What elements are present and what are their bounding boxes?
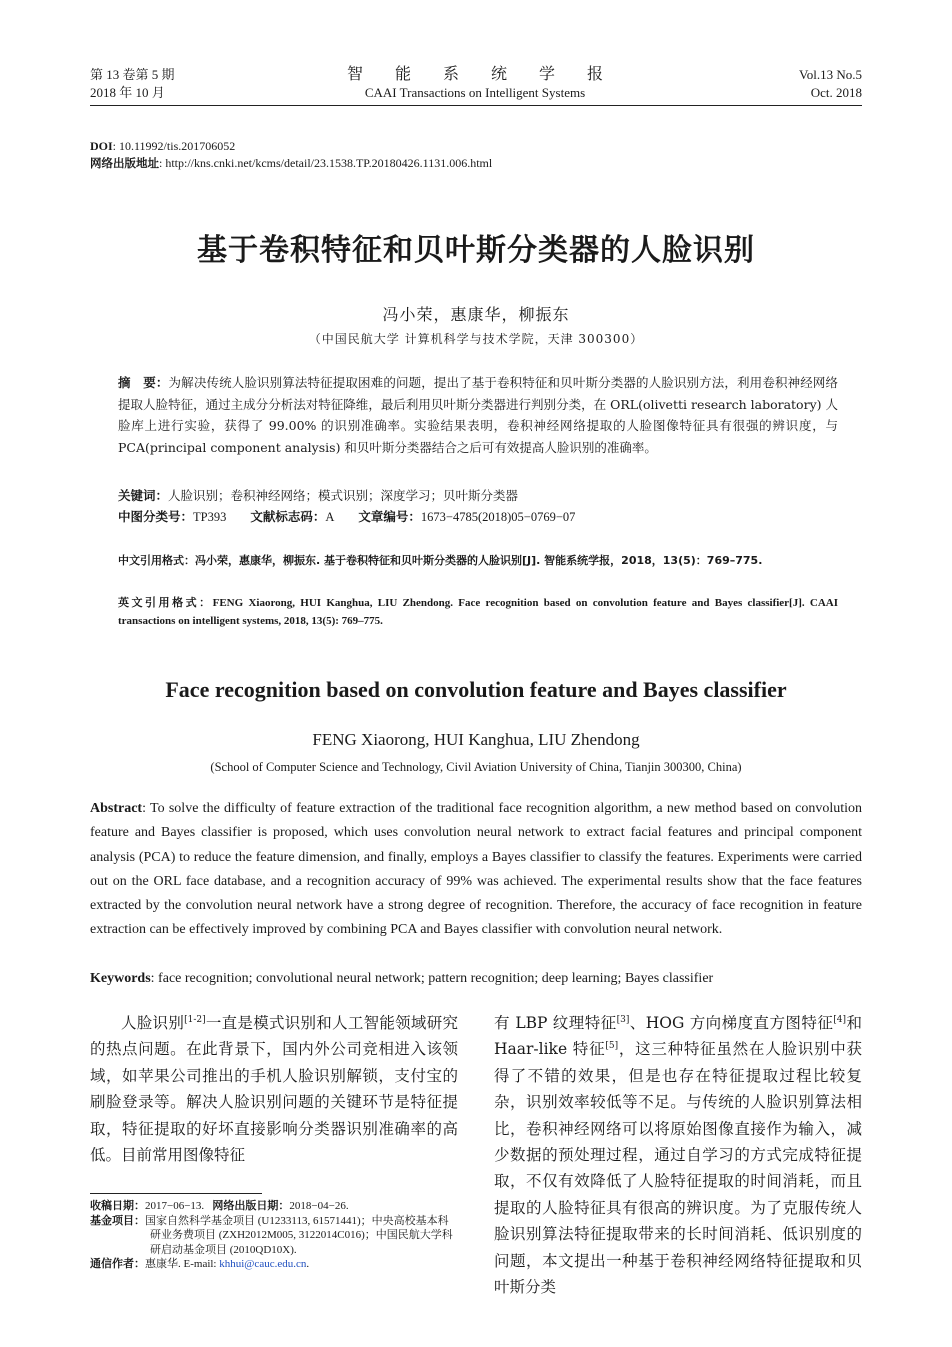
journal-name bbox=[300, 66, 650, 102]
received-label: 收稿日期： bbox=[90, 1199, 145, 1212]
body-text: ，这三种特征虽然在人脸识别中获得了不错的效果，但是也存在特征提取过程比较复杂，识别效率较低等不足。与传统的人脸识别算法相比，卷积神经网络可以将原始图像直接作为输入，减少数据的预处理过程，通过自学习的方式完成特征提取，不仅有效降低了人脸特征提取的时间消耗，而且提取的人脸特征具有很高的辨识度。为了克服传统人脸识别算法特征提取带来的长时间消耗、低识别度的问题，本文提出一种基于卷积神经网络特征提取和贝叶斯分类 bbox=[494, 1040, 862, 1297]
abstract-en-text: : To solve the difficulty of feature extraction of the traditional face recognition algorithm, a new method based on convolution feature and Bayes classifier is proposed, which uses convolution neural network to extract facial features and principal component analysis (PCA) to reduce the feature dimension, and finally, employs a Bayes classifier to classify the features. Experiments were carried out on the ORL face database, and a recognition accuracy of 99% was achieved. The experimental results show that the face features extracted by the convolution neural network have a strong degree of recognition. Therefore, the accuracy of face recognition in feature extraction can be effectively improved by combining PCA and Bayes classifier with convolution neural network. bbox=[90, 801, 862, 938]
clc-value: TP393 bbox=[193, 510, 227, 524]
abstract-cn-label: 摘 要： bbox=[118, 375, 169, 390]
doc-code-value: A bbox=[325, 510, 335, 524]
keywords-en-label: Keywords bbox=[90, 971, 151, 986]
header-rule bbox=[90, 105, 862, 106]
classification-row bbox=[118, 506, 838, 528]
keywords-en-text: : face recognition; convolutional neural network; pattern recognition; deep learning; Bayes classifier bbox=[150, 971, 714, 986]
body-column-right bbox=[494, 1010, 862, 1300]
body-text: 人脸识别 bbox=[121, 1014, 185, 1032]
keywords-en bbox=[90, 968, 862, 990]
citation-en-label: 英文引用格式： bbox=[118, 596, 213, 609]
footnote-rule bbox=[90, 1193, 262, 1194]
volume-number: Vol.13 No.5 bbox=[799, 67, 862, 82]
body-text: 、HOG 方向梯度直方图特征 bbox=[629, 1014, 834, 1032]
doi-block bbox=[90, 138, 492, 172]
keywords-cn-text: 人脸识别；卷积神经网络；模式识别；深度学习；贝叶斯分类器 bbox=[168, 488, 519, 503]
author-email-link[interactable]: khhui@cauc.edu.cn bbox=[219, 1258, 307, 1270]
citation-cn bbox=[118, 552, 838, 570]
affiliation-cn: （中国民航大学 计算机科学与技术学院，天津 300300） bbox=[308, 332, 644, 346]
reference-marker[interactable]: [5] bbox=[605, 1041, 619, 1052]
journal-volume-info bbox=[799, 66, 862, 102]
footnote-author bbox=[90, 1257, 458, 1272]
paper-title-en: Face recognition based on convolution feature and Bayes classifier bbox=[165, 677, 787, 702]
reference-marker[interactable]: [4] bbox=[833, 1014, 847, 1025]
keywords-cn-label: 关键词： bbox=[118, 488, 169, 503]
body-text: 有 LBP 纹理特征 bbox=[494, 1014, 617, 1032]
affiliation-en: (School of Computer Science and Technology, Civil Aviation University of China, Tianjin 300300, China) bbox=[210, 760, 742, 774]
fund-label: 基金项目： bbox=[90, 1213, 145, 1227]
volume-date: Oct. 2018 bbox=[810, 85, 862, 100]
journal-name-cn: 智 能 系 统 学 报 bbox=[346, 66, 617, 83]
footnote bbox=[90, 1199, 458, 1272]
corresponding-author-value: 惠康华. E-mail: bbox=[145, 1258, 220, 1270]
email-tail: . bbox=[306, 1258, 310, 1270]
fund-value: 国家自然科学基金项目 (U1233113, 61571441)；中央高校基本科研业务费项目 (ZXH2012M005, 3122014C016)；中国民航大学科研启动基金项目 (2010QD10X). bbox=[145, 1214, 453, 1256]
keywords-cn bbox=[118, 485, 838, 506]
citation-cn-label: 中文引用格式： bbox=[118, 554, 195, 567]
body-paragraph bbox=[494, 1010, 862, 1300]
corresponding-author-label: 通信作者： bbox=[90, 1257, 145, 1270]
abstract-cn-text: 为解决传统人脸识别算法特征提取困难的问题，提出了基于卷积特征和贝叶斯分类器的人脸识别方法，利用卷积神经网络提取人脸特征，通过主成分分析法对特征降维，最后利用贝叶斯分类器进行判别分类，在 ORL(olivetti research laboratory) 人脸库上进行实验，获得了 99.00% 的识别准确率。实验结果表明，卷积神经网络提取的人脸图像特征具有很强的辨识度，与 PCA(principal component analysis) 和贝叶斯分类器结合之后可有效提高人脸识别的准确率。 bbox=[118, 375, 838, 455]
journal-name-en: CAAI Transactions on Intelligent Systems bbox=[364, 85, 586, 100]
body-paragraph bbox=[90, 1010, 458, 1168]
online-label: 网络出版地址 bbox=[90, 156, 159, 170]
doc-code-label: 文献标志码： bbox=[250, 509, 326, 524]
doi-value[interactable]: : 10.11992/tis.201706052 bbox=[112, 139, 236, 153]
issue-volume: 第 13 卷第 5 期 bbox=[90, 67, 175, 82]
online-url[interactable]: : http://kns.cnki.net/kcms/detail/23.1538.TP.20180426.1131.006.html bbox=[159, 156, 493, 170]
online-date-value: 2018−04−26. bbox=[289, 1200, 349, 1212]
online-date-label: 网络出版日期： bbox=[212, 1199, 290, 1212]
doi-label: DOI bbox=[90, 139, 113, 153]
footnote-fund bbox=[90, 1214, 458, 1258]
journal-issue-info bbox=[90, 66, 175, 102]
reference-marker[interactable]: [1-2] bbox=[184, 1014, 206, 1025]
issue-date: 2018 年 10 月 bbox=[90, 85, 165, 100]
authors-cn: 冯小荣，惠康华，柳振东 bbox=[382, 305, 570, 324]
reference-marker[interactable]: [3] bbox=[616, 1014, 630, 1025]
body-column-left bbox=[90, 1010, 458, 1168]
abstract-en-label: Abstract bbox=[90, 801, 143, 816]
abstract-en bbox=[90, 797, 862, 943]
paper-title-cn: 基于卷积特征和贝叶斯分类器的人脸识别 bbox=[197, 233, 755, 268]
clc-label: 中图分类号： bbox=[118, 509, 194, 524]
citation-en-text: FENG Xiaorong, HUI Kanghua, LIU Zhendong. Face recognition based on convolution feature and Bayes classifier[J]. CAAI transactions on intelligent systems, 2018, 13(5): 769–775. bbox=[118, 597, 839, 627]
citation-cn-text: 冯小荣，惠康华，柳振东. 基于卷积特征和贝叶斯分类器的人脸识别[J]. 智能系统学报，2018，13(5)：769–775. bbox=[195, 554, 763, 567]
body-text: 和 Haar-like 特征 bbox=[494, 1014, 862, 1059]
article-no-value: 1673−4785(2018)05−0769−07 bbox=[420, 510, 576, 524]
authors-en: FENG Xiaorong, HUI Kanghua, LIU Zhendong bbox=[312, 730, 640, 749]
footnote-dates bbox=[90, 1199, 458, 1214]
abstract-cn bbox=[118, 372, 838, 458]
article-no-label: 文章编号： bbox=[358, 509, 421, 524]
citation-en bbox=[118, 594, 838, 630]
body-text: 一直是模式识别和人工智能领域研究的热点问题。在此背景下，国内外公司竞相进入该领域，如苹果公司推出的手机人脸识别解锁，支付宝的刷脸登录等。解决人脸识别问题的关键环节是特征提取，特征提取的好坏直接影响分类器识别准确率的高低。目前常用图像特征 bbox=[90, 1014, 458, 1165]
received-value: 2017−06−13. bbox=[145, 1200, 205, 1212]
